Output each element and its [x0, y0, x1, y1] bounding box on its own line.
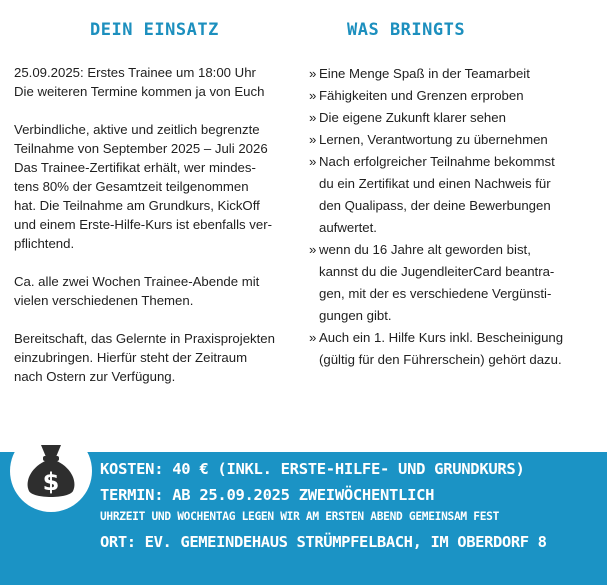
list-item: » Auch ein 1. Hilfe Kurs inkl. Bescheinigung (gültig für den Führerschein) gehört dazu. — [309, 327, 599, 371]
paragraph-participation: Verbindliche, aktive und zeitlich begrenzte Teilnahme von September 2025 – Juli 2026 Das Trainee-Zertifikat erhält, wer mindes- tens 80% der Gesamtzeit teilgenommen hat. Die Teilnahme am Grundkurs, KickOff und einem Erste-Hilfe-Kurs ist ebenfalls ver- pflichtend. — [14, 122, 272, 251]
svg-text:$: $ — [42, 468, 60, 496]
benefits-list — [309, 63, 599, 371]
cost-line: KOSTEN: 40 € (INKL. ERSTE-HILFE- UND GRUNDKURS) — [100, 460, 525, 478]
heading-dein-einsatz: DEIN EINSATZ — [90, 20, 219, 40]
list-item: » Nach erfolgreicher Teilnahme bekommst du ein Zertifikat und einen Nachweis für den Qualipass, der deine Bewerbungen aufwertet. — [309, 151, 599, 239]
list-item: » Lernen, Verantwortung zu übernehmen — [309, 129, 599, 151]
money-bag-icon — [23, 441, 79, 501]
heading-was-bringts: WAS BRINGTS — [347, 20, 466, 40]
right-column — [309, 63, 599, 371]
paragraph-dates: 25.09.2025: Erstes Trainee um 18:00 Uhr Die weiteren Termine kommen ja von Euch — [14, 65, 265, 99]
list-item: » wenn du 16 Jahre alt geworden bist, kannst du die JugendleiterCard beantra- gen, mit der es verschiedene Vergünsti- gungen gibt. — [309, 239, 599, 327]
money-badge — [10, 430, 92, 512]
location-line: ORT: EV. GEMEINDEHAUS STRÜMPFELBACH, IM OBERDORF 8 — [100, 533, 547, 551]
time-note-line: UHRZEIT UND WOCHENTAG LEGEN WIR AM ERSTEN ABEND GEMEINSAM FEST — [100, 510, 499, 523]
term-line: TERMIN: AB 25.09.2025 ZWEIWÖCHENTLICH — [100, 486, 435, 504]
list-item: » Fähigkeiten und Grenzen erproben — [309, 85, 599, 107]
list-item: » Eine Menge Spaß in der Teamarbeit — [309, 63, 599, 85]
paragraph-trainee-evenings: Ca. alle zwei Wochen Trainee-Abende mit vielen verschiedenen Themen. — [14, 274, 260, 308]
list-item: » Die eigene Zukunft klarer sehen — [309, 107, 599, 129]
left-column — [14, 63, 299, 405]
paragraph-practice-projects: Bereitschaft, das Gelernte in Praxisprojekten einzubringen. Hierfür steht der Zeitraum nach Ostern zur Verfügung. — [14, 331, 275, 384]
